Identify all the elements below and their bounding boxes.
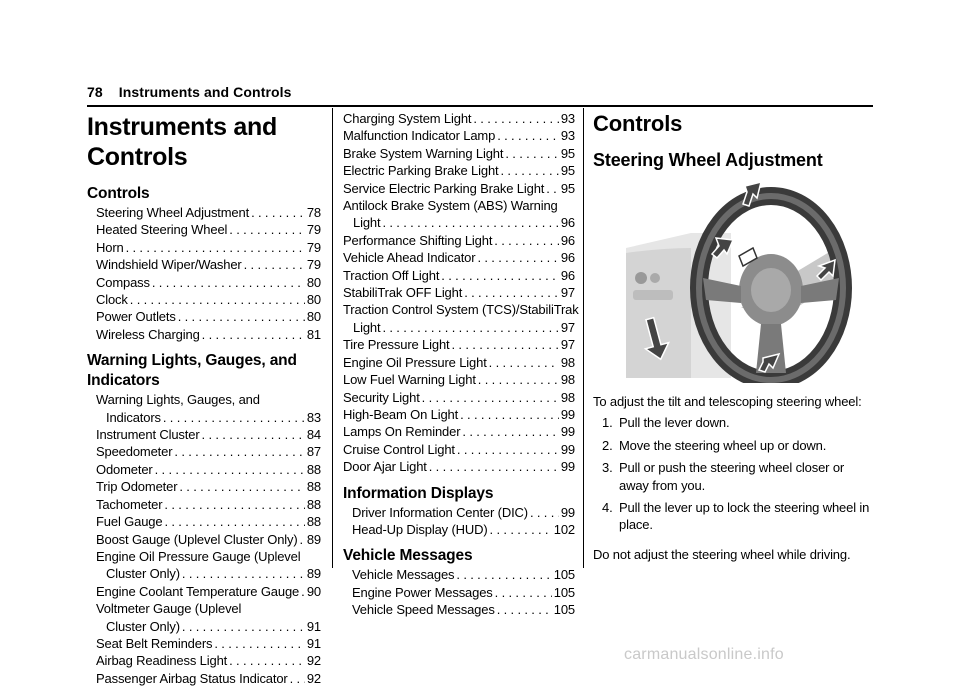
toc-entry[interactable] bbox=[343, 127, 575, 144]
toc-leader bbox=[441, 267, 559, 284]
toc-page-number: 80 bbox=[306, 309, 321, 325]
toc-page-number: 92 bbox=[306, 653, 321, 669]
toc-entry-title-cont: Cluster Only) bbox=[106, 618, 180, 634]
toc-leader bbox=[452, 336, 559, 353]
toc-entry-title: Driver Information Center (DIC) bbox=[352, 504, 528, 520]
toc-entry[interactable] bbox=[96, 326, 321, 343]
toc-leader bbox=[495, 584, 552, 601]
toc-page-number: 99 bbox=[560, 504, 575, 520]
toc-entry-title: Performance Shifting Light bbox=[343, 232, 493, 248]
toc-entry-title: Vehicle Ahead Indicator bbox=[343, 250, 476, 266]
toc-leader bbox=[473, 110, 558, 127]
toc-entry-title: Instrument Cluster bbox=[96, 427, 200, 443]
toc-leader bbox=[478, 371, 559, 388]
toc-entry-title: Warning Lights, Gauges, and bbox=[96, 392, 260, 408]
toc-leader bbox=[202, 426, 305, 443]
toc-leader bbox=[382, 319, 558, 336]
toc-entry-title: Traction Off Light bbox=[343, 267, 440, 283]
toc-leader bbox=[494, 232, 559, 249]
toc-page-number: 105 bbox=[553, 584, 575, 600]
toc-page-number: 95 bbox=[560, 145, 575, 161]
toc-entry[interactable] bbox=[96, 443, 321, 460]
toc-entry-title: StabiliTrak OFF Light bbox=[343, 285, 463, 301]
toc-page-number: 81 bbox=[306, 326, 321, 342]
section-title: Controls bbox=[593, 111, 683, 136]
toc-entry-title: High-Beam On Light bbox=[343, 406, 459, 422]
toc-page-number: 88 bbox=[306, 514, 321, 530]
toc-leader bbox=[182, 618, 305, 635]
toc-entry-title: Charging System Light bbox=[343, 111, 472, 126]
watermark: carmanualsonline.info bbox=[624, 646, 784, 663]
toc-leader bbox=[202, 326, 305, 343]
toc-entry[interactable] bbox=[96, 461, 321, 478]
toc-section-heading: Information Displays bbox=[343, 484, 494, 502]
toc-page-number: 99 bbox=[560, 459, 575, 475]
toc-page-number: 105 bbox=[553, 567, 575, 583]
toc-entry-title: Engine Oil Pressure Light bbox=[343, 354, 487, 370]
toc-page-number: 97 bbox=[560, 319, 575, 335]
toc-entry-title: Fuel Gauge bbox=[96, 514, 163, 530]
toc-entry[interactable] bbox=[352, 504, 575, 521]
toc-leader bbox=[546, 180, 559, 197]
toc-entry-title: Electric Parking Brake Light bbox=[343, 163, 499, 179]
toc-entry[interactable] bbox=[96, 670, 321, 687]
toc-entry-title-cont: Cluster Only) bbox=[106, 566, 180, 582]
toc-column-2 bbox=[343, 110, 579, 619]
toc-entry[interactable] bbox=[343, 197, 575, 232]
column-divider-2 bbox=[583, 108, 584, 568]
toc-entry[interactable] bbox=[96, 600, 321, 635]
step-text: Pull the lever down. bbox=[619, 415, 730, 431]
toc-page-number: 95 bbox=[560, 163, 575, 179]
toc-entry[interactable] bbox=[96, 426, 321, 443]
toc-page-number: 88 bbox=[306, 496, 321, 512]
toc-page-number: 99 bbox=[560, 441, 575, 457]
toc-entry-title: Antilock Brake System (ABS) Warning bbox=[343, 198, 558, 214]
toc-page-number: 93 bbox=[560, 111, 575, 126]
toc-entry-title: Passenger Airbag Status Indicator bbox=[96, 670, 288, 686]
toc-entry-title-cont: Indicators bbox=[106, 409, 161, 425]
toc-leader bbox=[130, 291, 305, 308]
toc-leader bbox=[179, 478, 304, 495]
toc-entry[interactable] bbox=[343, 162, 575, 179]
toc-entry[interactable] bbox=[96, 291, 321, 308]
toc-page-number: 87 bbox=[306, 444, 321, 460]
page-number: 78 bbox=[87, 84, 103, 100]
steering-wheel-icon bbox=[621, 178, 886, 383]
toc-entry[interactable] bbox=[343, 354, 575, 371]
toc-entry[interactable] bbox=[343, 267, 575, 284]
toc-leader bbox=[163, 409, 305, 426]
warning-text: Do not adjust the steering wheel while driving. bbox=[593, 546, 851, 562]
toc-entry[interactable] bbox=[96, 531, 321, 548]
toc-entry[interactable] bbox=[343, 389, 575, 406]
toc-leader bbox=[155, 461, 305, 478]
toc-leader bbox=[497, 127, 559, 144]
toc-entry[interactable] bbox=[343, 110, 575, 127]
toc-column-1 bbox=[87, 110, 321, 687]
toc-leader bbox=[214, 635, 304, 652]
toc-page-number: 92 bbox=[306, 670, 321, 686]
step-number: 1. bbox=[602, 415, 613, 431]
toc-page-number: 80 bbox=[306, 274, 321, 290]
toc-page-number: 96 bbox=[560, 215, 575, 231]
toc-leader bbox=[164, 513, 304, 530]
toc-leader bbox=[429, 458, 559, 475]
toc-page-number: 88 bbox=[306, 479, 321, 495]
toc-leader bbox=[164, 496, 304, 513]
toc-entry[interactable] bbox=[96, 239, 321, 256]
toc-list bbox=[87, 204, 321, 343]
toc-leader bbox=[464, 284, 559, 301]
toc-leader bbox=[229, 221, 305, 238]
toc-entry-title: Lamps On Reminder bbox=[343, 424, 461, 440]
intro-text: To adjust the tilt and telescoping steering wheel: bbox=[593, 394, 862, 409]
toc-entry-title: Traction Control System (TCS)/StabiliTrak bbox=[343, 302, 579, 318]
toc-leader bbox=[244, 256, 305, 273]
toc-section-heading: Warning Lights, Gauges, and Indicators bbox=[87, 352, 297, 390]
toc-entry[interactable] bbox=[96, 513, 321, 530]
toc-leader bbox=[290, 670, 305, 687]
toc-page-number: 91 bbox=[306, 618, 321, 634]
toc-leader bbox=[497, 601, 552, 618]
toc-entry-title: Brake System Warning Light bbox=[343, 145, 504, 161]
toc-entry[interactable] bbox=[343, 441, 575, 458]
toc-entry-title: Malfunction Indicator Lamp bbox=[343, 128, 496, 144]
toc-page-number: 90 bbox=[306, 583, 321, 599]
toc-entry[interactable] bbox=[343, 284, 575, 301]
running-title: Instruments and Controls bbox=[118, 84, 292, 100]
toc-leader bbox=[126, 239, 305, 256]
toc-entry-title: Engine Coolant Temperature Gauge bbox=[96, 583, 300, 599]
toc-leader bbox=[505, 145, 558, 162]
toc-leader bbox=[462, 423, 558, 440]
toc-page-number: 97 bbox=[560, 285, 575, 301]
toc-page-number: 99 bbox=[560, 424, 575, 440]
toc-section-heading: Controls bbox=[87, 185, 150, 202]
toc-entry-title: Vehicle Messages bbox=[352, 567, 455, 583]
toc-leader bbox=[457, 441, 559, 458]
toc-page-number: 80 bbox=[306, 292, 321, 308]
step-text: Pull the lever up to lock the steering wheel in place. bbox=[619, 500, 870, 533]
toc-entry[interactable] bbox=[352, 584, 575, 601]
toc-page-number: 79 bbox=[306, 222, 321, 238]
toc-entry[interactable] bbox=[352, 601, 575, 618]
toc-entry-title: Engine Power Messages bbox=[352, 584, 493, 600]
toc-leader bbox=[382, 214, 558, 231]
toc-entry-title: Speedometer bbox=[96, 444, 173, 460]
toc-page-number: 98 bbox=[560, 389, 575, 405]
toc-entry[interactable] bbox=[343, 336, 575, 353]
toc-entry-title: Low Fuel Warning Light bbox=[343, 372, 476, 388]
step-number: 4. bbox=[602, 500, 613, 516]
toc-entry-title: Door Ajar Light bbox=[343, 459, 427, 475]
toc-leader bbox=[489, 354, 559, 371]
toc-entry[interactable] bbox=[96, 308, 321, 325]
toc-entry[interactable] bbox=[96, 391, 321, 426]
chapter-title: Instruments and Controls bbox=[87, 113, 277, 171]
toc-leader bbox=[229, 652, 305, 669]
toc-entry[interactable] bbox=[96, 256, 321, 273]
toc-leader bbox=[500, 162, 558, 179]
toc-leader bbox=[477, 249, 558, 266]
step-text: Move the steering wheel up or down. bbox=[619, 437, 827, 453]
step-item bbox=[602, 414, 875, 431]
toc-leader bbox=[460, 406, 559, 423]
toc-entry[interactable] bbox=[343, 423, 575, 440]
toc-page-number: 83 bbox=[306, 409, 321, 425]
steering-wheel-illustration bbox=[621, 178, 886, 383]
toc-entry[interactable] bbox=[343, 249, 575, 266]
toc-entry[interactable] bbox=[96, 496, 321, 513]
step-number: 2. bbox=[602, 437, 613, 453]
toc-leader bbox=[182, 565, 305, 582]
toc-entry-title: Tachometer bbox=[96, 496, 163, 512]
toc-list bbox=[343, 504, 575, 539]
toc-entry[interactable] bbox=[96, 548, 321, 583]
toc-entry-title: Voltmeter Gauge (Uplevel bbox=[96, 601, 242, 617]
toc-entry[interactable] bbox=[343, 371, 575, 388]
toc-entry-title: Cruise Control Light bbox=[343, 441, 455, 457]
toc-leader bbox=[174, 443, 304, 460]
toc-page-number: 89 bbox=[306, 566, 321, 582]
toc-entry[interactable] bbox=[96, 221, 321, 238]
toc-page-number: 97 bbox=[560, 337, 575, 353]
step-item bbox=[602, 459, 875, 494]
toc-page-number: 78 bbox=[306, 205, 321, 220]
toc-page-number: 98 bbox=[560, 354, 575, 370]
toc-leader bbox=[301, 583, 305, 600]
toc-entry-title: Odometer bbox=[96, 461, 153, 477]
toc-entry-title: Seat Belt Reminders bbox=[96, 635, 213, 651]
toc-entry-title: Wireless Charging bbox=[96, 326, 200, 342]
toc-leader bbox=[490, 521, 552, 538]
toc-entry-title: Boost Gauge (Uplevel Cluster Only) bbox=[96, 531, 298, 547]
toc-entry-title: Tire Pressure Light bbox=[343, 337, 450, 353]
toc-entry[interactable] bbox=[343, 458, 575, 475]
toc-entry-title: Heated Steering Wheel bbox=[96, 222, 228, 238]
toc-section-heading: Vehicle Messages bbox=[343, 547, 473, 565]
toc-page-number: 96 bbox=[560, 267, 575, 283]
toc-leader bbox=[456, 566, 551, 583]
toc-entry[interactable] bbox=[96, 652, 321, 669]
toc-entry-title: Power Outlets bbox=[96, 309, 176, 325]
toc-entry-title: Airbag Readiness Light bbox=[96, 653, 228, 669]
toc-entry[interactable] bbox=[343, 180, 575, 197]
toc-leader bbox=[178, 308, 305, 325]
content-column bbox=[593, 110, 875, 563]
toc-entry-title: Horn bbox=[96, 239, 124, 255]
toc-entry-title: Service Electric Parking Brake Light bbox=[343, 180, 545, 196]
toc-entry-title-cont: Light bbox=[353, 215, 381, 231]
toc-page-number: 105 bbox=[553, 602, 575, 618]
toc-entry[interactable] bbox=[343, 232, 575, 249]
toc-leader bbox=[251, 204, 305, 221]
toc-page-number: 79 bbox=[306, 239, 321, 255]
toc-entry[interactable] bbox=[96, 635, 321, 652]
toc-page-number: 98 bbox=[560, 372, 575, 388]
column-divider-1 bbox=[332, 108, 333, 568]
toc-entry[interactable] bbox=[352, 521, 575, 538]
step-text: Pull or push the steering wheel closer or away from you. bbox=[619, 460, 845, 493]
toc-entry[interactable] bbox=[96, 274, 321, 291]
toc-entry-title: Steering Wheel Adjustment bbox=[96, 205, 250, 220]
toc-page-number: 79 bbox=[306, 257, 321, 273]
toc-page-number: 84 bbox=[306, 427, 321, 443]
toc-page-number: 93 bbox=[560, 128, 575, 144]
step-item bbox=[602, 499, 875, 534]
toc-page-number: 89 bbox=[306, 531, 321, 547]
subsection-title: Steering Wheel Adjustment bbox=[593, 150, 823, 170]
toc-entry-title: Clock bbox=[96, 292, 128, 308]
toc-entry[interactable] bbox=[343, 301, 579, 336]
toc-list bbox=[87, 391, 321, 687]
header-rule bbox=[87, 105, 873, 107]
toc-entry-title: Engine Oil Pressure Gauge (Uplevel bbox=[96, 548, 301, 564]
toc-page-number: 91 bbox=[306, 635, 321, 651]
toc-leader bbox=[530, 504, 559, 521]
toc-leader bbox=[422, 389, 559, 406]
toc-page-number: 88 bbox=[306, 461, 321, 477]
adjustment-steps bbox=[593, 414, 875, 533]
toc-leader bbox=[152, 274, 305, 291]
toc-page-number: 102 bbox=[553, 521, 575, 537]
toc-page-number: 99 bbox=[560, 406, 575, 422]
toc-list bbox=[343, 566, 575, 618]
toc-entry[interactable] bbox=[352, 566, 575, 583]
toc-entry-title: Head-Up Display (HUD) bbox=[352, 521, 488, 537]
toc-entry-title: Security Light bbox=[343, 389, 420, 405]
toc-entry[interactable] bbox=[96, 204, 321, 221]
toc-entry[interactable] bbox=[343, 145, 575, 162]
toc-entry[interactable] bbox=[96, 478, 321, 495]
toc-page-number: 96 bbox=[560, 250, 575, 266]
toc-page-number: 95 bbox=[560, 180, 575, 196]
toc-entry-title: Compass bbox=[96, 274, 150, 290]
toc-leader bbox=[300, 531, 305, 548]
toc-entry[interactable] bbox=[96, 583, 321, 600]
toc-entry[interactable] bbox=[343, 406, 575, 423]
page-header bbox=[87, 84, 292, 100]
toc-page-number: 96 bbox=[560, 232, 575, 248]
step-number: 3. bbox=[602, 460, 613, 476]
toc-entry-title-cont: Light bbox=[353, 319, 381, 335]
toc-entry-title: Trip Odometer bbox=[96, 479, 178, 495]
toc-entry-title: Windshield Wiper/Washer bbox=[96, 257, 242, 273]
toc-entry-title: Vehicle Speed Messages bbox=[352, 602, 495, 618]
step-item bbox=[602, 437, 875, 454]
